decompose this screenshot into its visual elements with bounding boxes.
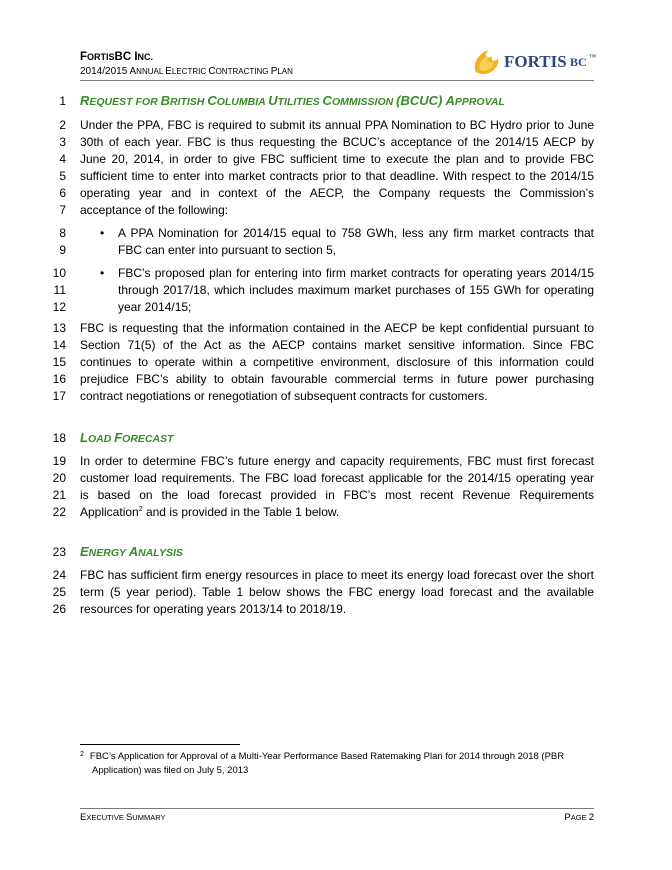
footer-part: XECUTIVE: [86, 813, 126, 822]
fortisbc-logo: [470, 44, 600, 78]
section-heading-load-forecast: [0, 430, 672, 446]
line-number: 11: [53, 283, 66, 297]
body-line: [0, 470, 672, 486]
line-number: 4: [59, 152, 66, 166]
bullet-icon: •: [100, 266, 105, 280]
line-number: 1: [59, 94, 66, 108]
line-text: operating year and in context of the AECP, the Company requests the Commission’s: [80, 186, 594, 200]
line-number: 8: [59, 226, 66, 240]
heading-part: TILITIES: [277, 96, 323, 108]
footer-rule: [80, 808, 594, 809]
line-number: 21: [52, 488, 66, 502]
line-text: is based on the load forecast provided in FBC’s most recent Revenue Requirements: [80, 488, 594, 502]
body-line: [0, 601, 672, 617]
line-number: 24: [52, 568, 66, 582]
body-line: [0, 337, 672, 353]
line-number: 16: [52, 372, 66, 386]
line-number: 19: [52, 454, 66, 468]
doc-title-part: NNUAL: [136, 67, 166, 76]
doc-title-part: LECTRIC: [171, 67, 209, 76]
company-name-part: ORTIS: [87, 52, 115, 62]
bullet-line: [0, 225, 672, 241]
body-line: [0, 504, 672, 520]
line-number: 26: [52, 602, 66, 616]
heading-part: C: [322, 93, 332, 108]
line-number: 14: [52, 338, 66, 352]
body-line: [0, 354, 672, 370]
heading-part: C: [207, 93, 217, 108]
body-line: [0, 151, 672, 167]
line-text: resources for operating years 2013/14 to 2018/19.: [80, 602, 347, 616]
line-number: 20: [52, 471, 66, 485]
line-number: 2: [59, 118, 66, 132]
body-line: [0, 567, 672, 583]
line-number: 9: [59, 243, 66, 257]
bullet-line: [0, 242, 672, 258]
header-rule: [80, 80, 594, 81]
section-heading-energy-analysis: [0, 544, 672, 560]
heading-part: NALYSIS: [138, 547, 183, 559]
doc-title-part: C: [208, 66, 216, 77]
line-text: acceptance of the following:: [80, 203, 229, 217]
logo-wordmark: FORTIS: [504, 52, 567, 71]
body-line: [0, 584, 672, 600]
line-number: 17: [52, 389, 66, 403]
body-line: [0, 388, 672, 404]
doc-title-part: ONTRACTING: [215, 67, 271, 76]
heading-part: (BCUC) A: [396, 93, 455, 108]
footnote-marker: 2: [80, 751, 84, 758]
heading-part: OAD: [87, 433, 115, 445]
bullet-text: FBC’s proposed plan for entering into firm market contracts for operating years 2014/15: [118, 266, 594, 280]
line-text: contract negotiations or renegotiation of subsequent contracts for customers.: [80, 389, 488, 403]
line-number: 18: [52, 431, 66, 445]
line-text: Under the PPA, FBC is required to submit its annual PPA Nomination to BC Hydro prior to June: [80, 118, 594, 132]
line-text: sufficient time to enter into market contracts prior to that deadline. With respect to the 2014/15: [80, 169, 594, 183]
line-text-part: Application: [80, 505, 139, 519]
heading-part: U: [268, 93, 278, 108]
body-line: [0, 185, 672, 201]
flame-icon: [470, 44, 504, 78]
body-line: [0, 117, 672, 133]
footer-part: P: [564, 812, 571, 823]
line-text: June 20, 2014, in order to give FBC sufficient time to execute the plan and to provide FBC: [80, 152, 594, 166]
bullet-text: A PPA Nomination for 2014/15 equal to 758 GWh, less any firm market contracts that: [118, 226, 594, 240]
body-line: [0, 371, 672, 387]
line-number: 6: [59, 186, 66, 200]
line-text: FBC has sufficient firm energy resources in place to meet its energy load forecast over the short: [80, 568, 594, 582]
line-number: 15: [52, 355, 66, 369]
bullet-line: [0, 299, 672, 315]
heading-part: PPROVAL: [454, 96, 505, 108]
line-text: FBC is requesting that the information contained in the AECP be kept confidential pursuant to: [80, 321, 594, 335]
line-text-part: and is provided in the Table 1 below.: [142, 505, 340, 519]
heading-part: NERGY: [88, 547, 129, 559]
document-title: [80, 66, 293, 77]
bullet-line: [0, 282, 672, 298]
line-text: In order to determine FBC’s future energy and capacity requirements, FBC must first forecast: [80, 454, 594, 468]
heading-part: ORECAST: [122, 433, 174, 445]
footer-part: E: [80, 812, 87, 823]
footer-part: UMMARY: [132, 813, 166, 822]
line-text: prejudice FBC’s ability to obtain favourable commercial terms in future power purchasing: [80, 372, 594, 386]
body-line: [0, 134, 672, 150]
line-text: Section 71(5) of the Act as the AECP contains market sensitive information. Since FBC: [80, 338, 594, 352]
section-heading-bcuc: [0, 93, 672, 109]
company-name-part: BC I: [114, 51, 138, 63]
heading-text: [80, 544, 594, 561]
doc-title-part: P: [270, 66, 278, 77]
line-number: 25: [52, 585, 66, 599]
line-text: 30th of each year. FBC is thus requesting the BCUC’s acceptance of the 2014/15 AECP by: [80, 135, 594, 149]
line-number: 13: [52, 321, 66, 335]
heading-part: OLUMBIA: [216, 96, 269, 108]
line-text: customer load requirements. The FBC load forecast applicable for the 2014/15 operating year: [80, 471, 594, 485]
line-number: 7: [59, 203, 66, 217]
company-name-part: F: [80, 51, 88, 63]
bullet-icon: •: [100, 226, 105, 240]
line-text: continues to operate within a competitive environment, disclosure of this information could: [80, 355, 594, 369]
line-number: 3: [59, 135, 66, 149]
line-text: [80, 504, 594, 520]
body-line: [0, 453, 672, 469]
body-line: [0, 168, 672, 184]
company-name-part: NC.: [137, 52, 154, 62]
logo-trademark: ™: [589, 53, 596, 61]
logo-wordmark-suffix: BC: [570, 55, 587, 69]
body-line: [0, 202, 672, 218]
footnote-line: [80, 750, 594, 764]
company-name: [80, 51, 153, 63]
footer-part: AGE: [570, 813, 589, 822]
bullet-text: FBC can enter into pursuant to section 5,: [118, 243, 337, 257]
line-number: 10: [52, 266, 66, 280]
heading-part: R: [80, 93, 90, 108]
doc-title-part: E: [165, 66, 172, 77]
body-line: [0, 320, 672, 336]
doc-title-part: 2014/2015 A: [80, 66, 137, 77]
footnote-text: FBC’s Application for Approval of a Multi-Year Performance Based Ratemaking Plan for 2014 through 2018 (PBR: [89, 751, 565, 762]
line-number: 23: [52, 545, 66, 559]
footnote-reference: 2: [138, 506, 143, 513]
heading-part: F: [114, 430, 123, 445]
heading-part: A: [128, 544, 139, 559]
bullet-text: through 2017/18, which includes maximum market purchases of 155 GWh for operating: [118, 283, 594, 297]
doc-title-part: LAN: [277, 67, 293, 76]
line-text: term (5 year period). Table 1 below shows the FBC energy load forecast and the available: [80, 585, 594, 599]
page-number: [520, 812, 594, 823]
footer-part: 2: [588, 812, 594, 823]
body-line: [0, 487, 672, 503]
bullet-line: [0, 265, 672, 281]
bullet-text: year 2014/15;: [118, 300, 192, 314]
heading-part: L: [80, 430, 88, 445]
heading-part: E: [80, 544, 89, 559]
footer-part: S: [125, 812, 133, 823]
footnote-rule: [80, 744, 240, 745]
footnote-text: Application) was filed on July 5, 2013: [92, 765, 249, 776]
heading-part: OMMISSION: [331, 96, 397, 108]
heading-part: EQUEST FOR: [89, 96, 161, 108]
line-number: 5: [59, 169, 66, 183]
heading-text: [80, 93, 594, 110]
line-number: 12: [52, 300, 66, 314]
footer-section-label: [80, 812, 165, 823]
footnote-line: [92, 764, 606, 778]
heading-part: RITISH: [169, 96, 208, 108]
line-number: 22: [52, 505, 66, 519]
heading-text: [80, 430, 594, 447]
heading-part: B: [160, 93, 170, 108]
